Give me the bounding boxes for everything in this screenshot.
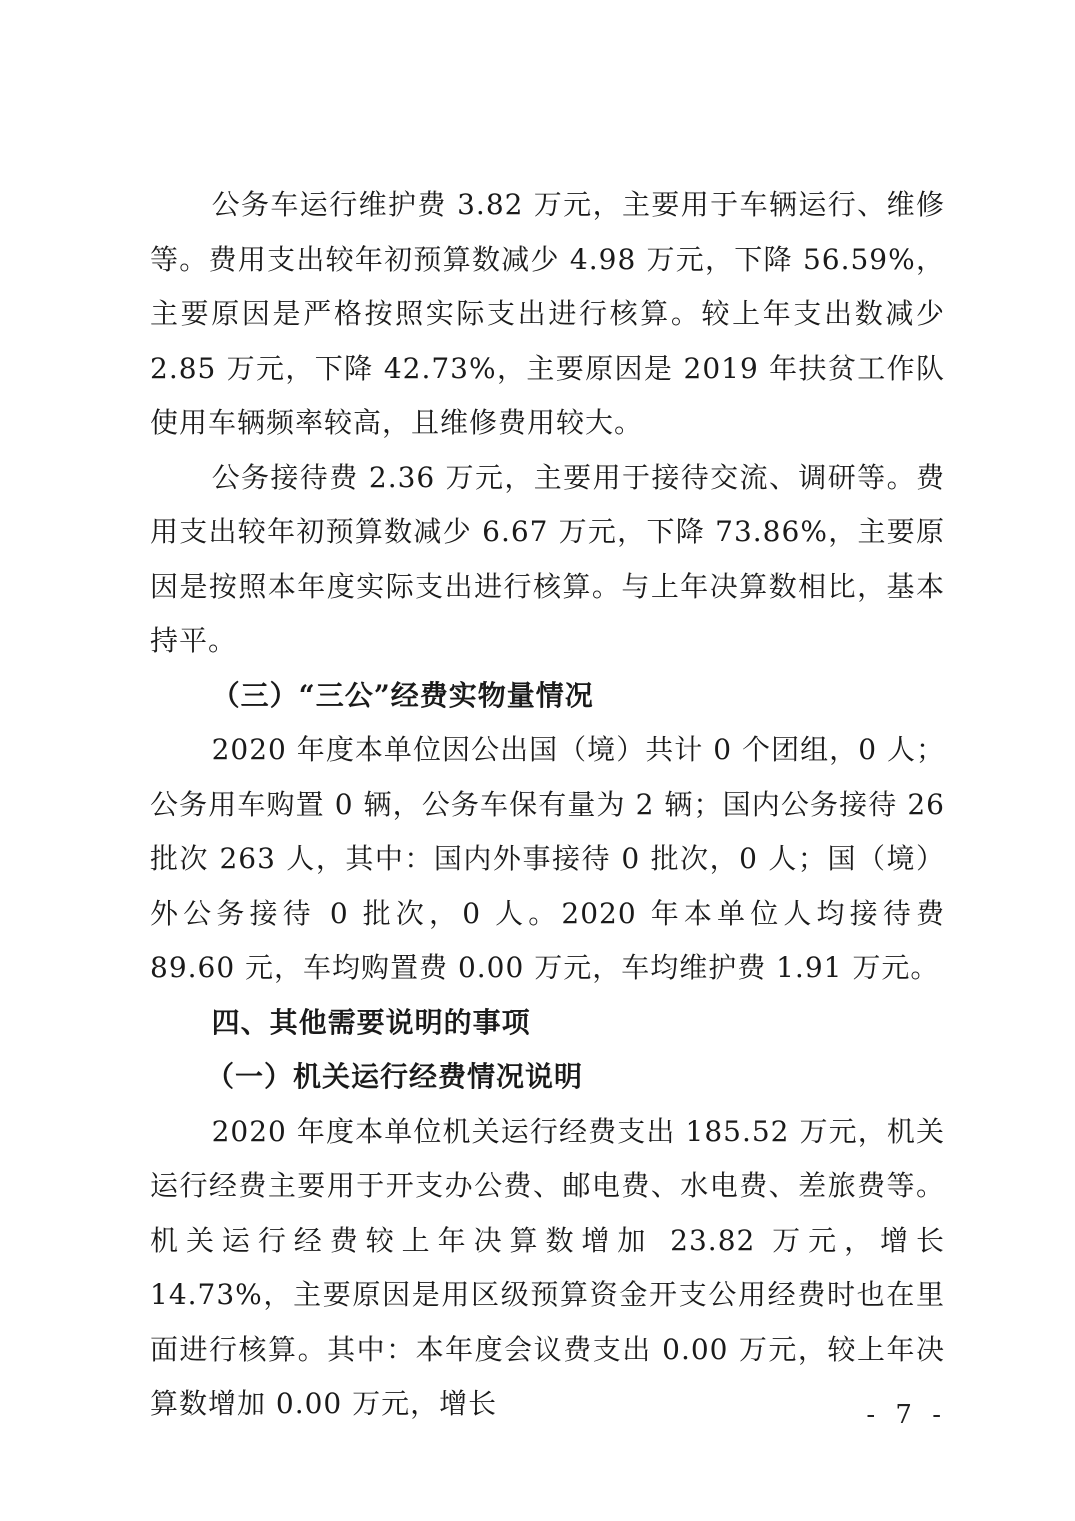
paragraph-physical-quantity: 2020 年度本单位因公出国（境）共计 0 个团组，0 人；公务用车购置 0 辆，公务车保有量为 2 辆；国内公务接待 26 批次 263 人，其中：国内外事接待 0 批次，0 人；国（境）外公务接待 0 批次，0 人。2020 年本单位人均接待费 89.60 元，车均购置费 0.00 万元，车均维护费 1.91 万元。 bbox=[150, 733, 945, 984]
page-number: - 7 - bbox=[866, 1400, 947, 1430]
section-heading-physical-quantity: （三）“三公”经费实物量情况 bbox=[211, 678, 594, 712]
paragraph-reception-fee: 公务接待费 2.36 万元，主要用于接待交流、调研等。费用支出较年初预算数减少 6.67 万元，下降 73.86%，主要原因是按照本年度实际支出进行核算。与上年决算数相比，基本持平。 bbox=[150, 460, 945, 657]
section-heading-other-matters: 四、其他需要说明的事项 bbox=[211, 1005, 531, 1039]
paragraph-operating-expenses: 2020 年度本单位机关运行经费支出 185.52 万元，机关运行经费主要用于开支办公费、邮电费、水电费、差旅费等。机关运行经费较上年决算数增加 23.82 万元，增长 14.73%，主要原因是用区级预算资金开支公用经费时也在里面进行核算。其中：本年度会议费支出 0.00 万元，较上年决算数增加 0.00 万元，增长 bbox=[150, 1114, 945, 1420]
document-page bbox=[150, 178, 945, 1432]
section-heading-operating-expenses: （一）机关运行经费情况说明 bbox=[206, 1060, 584, 1093]
paragraph-vehicle-maintenance: 公务车运行维护费 3.82 万元，主要用于车辆运行、维修等。费用支出较年初预算数减少 4.98 万元，下降 56.59%，主要原因是严格按照实际支出进行核算。较上年支出数减少 2.85 万元，下降 42.73%，主要原因是 2019 年扶贫工作队使用车辆频率较高，且维修费用较大。 bbox=[150, 188, 945, 439]
